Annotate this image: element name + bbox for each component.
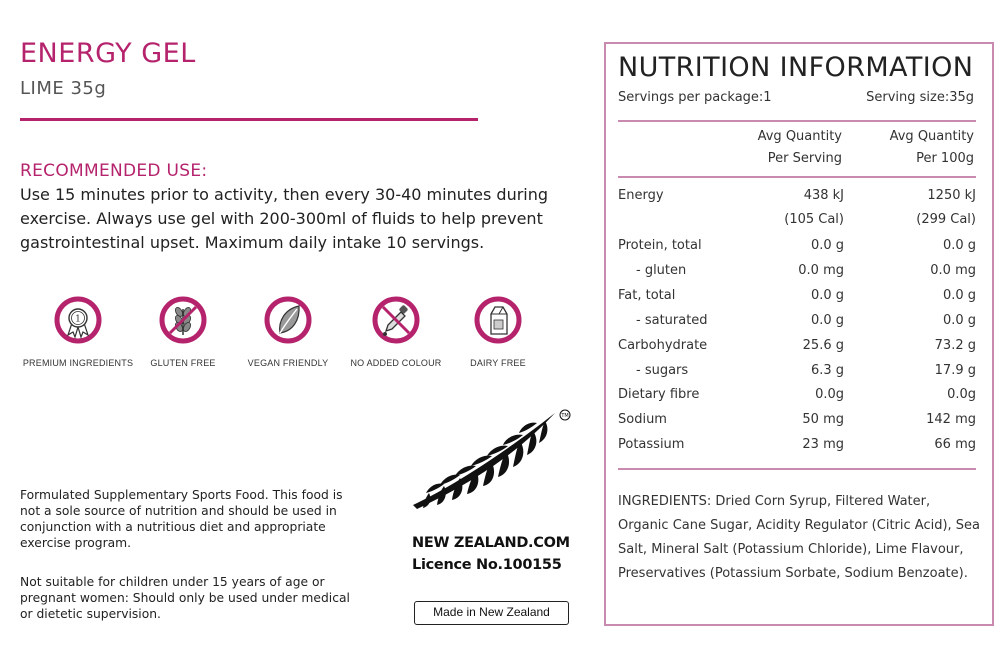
- made-in-badge: Made in New Zealand: [414, 601, 569, 625]
- nutrition-panel: [604, 42, 994, 626]
- per-serving-value: 50 mg: [802, 412, 844, 427]
- nz-licence-text: Licence No.100155: [412, 557, 562, 573]
- dropper-crossed-icon: [371, 295, 421, 345]
- per-serving-value: 25.6 g: [802, 338, 844, 353]
- trademark-mark: TM: [561, 413, 569, 419]
- nutrition-row: [618, 363, 976, 387]
- warning-text: Not suitable for children under 15 years of age or pregnant women: Should only be used under medical or dietetic supervision.: [20, 575, 350, 621]
- per-100g-value: 0.0 g: [942, 288, 976, 303]
- per-serving-value: 438 kJ: [803, 188, 844, 203]
- nutrition-row: [618, 412, 976, 436]
- per-100g-value: 1250 kJ: [927, 188, 976, 203]
- per-100g-value: 0.0 mg: [930, 263, 976, 278]
- badge-label: DAIRY FREE: [470, 358, 526, 368]
- badge-label: GLUTEN FREE: [150, 358, 216, 368]
- column-header-line: Per Serving: [767, 151, 842, 166]
- per-serving-value: 0.0 mg: [798, 263, 844, 278]
- per-serving-value: 23 mg: [802, 437, 844, 452]
- header-divider: [20, 118, 478, 121]
- per-serving-value: 0.0 g: [810, 313, 844, 328]
- nutrient-label: Energy: [618, 188, 664, 203]
- svg-text:1: 1: [75, 314, 81, 325]
- nutrition-row: [618, 188, 976, 212]
- nz-site-text: NEW ZEALAND.COM: [412, 535, 570, 551]
- nutrition-divider: [618, 468, 976, 470]
- per-100g-value: 142 mg: [926, 412, 976, 427]
- award-ribbon-icon: [53, 295, 103, 345]
- nutrient-label: Dietary fibre: [618, 387, 700, 402]
- nutrition-divider: [618, 176, 976, 178]
- badge-gluten-free: [123, 295, 243, 368]
- badge-row: [18, 295, 538, 370]
- nutrition-row: [618, 437, 976, 461]
- nutrient-label: Potassium: [618, 437, 685, 452]
- serving-size: Serving size:35g: [866, 90, 974, 105]
- nutrition-title: NUTRITION INFORMATION: [618, 52, 974, 83]
- ingredients-text: INGREDIENTS: Dried Corn Syrup, Filtered Water, Organic Cane Sugar, Acidity Regulator (Citric Acid), Sea Salt, Mineral Salt (Potassium Chloride), Lime Flavour, Preservatives (Potassium Sorbate, Sodium Benzoate).: [618, 494, 981, 581]
- servings-per-package: Servings per package:1: [618, 90, 772, 105]
- silver-fern-logo: [405, 405, 575, 535]
- column-header-line: Avg Quantity: [757, 129, 842, 144]
- wheat-crossed-icon: [158, 295, 208, 345]
- badge-label: PREMIUM INGREDIENTS: [22, 358, 134, 368]
- recommended-use-heading: RECOMMENDED USE:: [20, 161, 208, 181]
- disclaimer-text: Formulated Supplementary Sports Food. This food is not a sole source of nutrition and should be used in conjunction with a nutritious diet and appropriate exercise program.: [20, 488, 343, 550]
- per-100g-value: 66 mg: [934, 437, 976, 452]
- per-serving-value: (105 Cal): [784, 212, 844, 227]
- per-100g-value: (299 Cal): [916, 212, 976, 227]
- nutrition-row: [618, 338, 976, 362]
- per-100g-value: 73.2 g: [934, 338, 976, 353]
- column-header-per-serving: [758, 126, 842, 170]
- badge-premium-ingredients: [18, 295, 138, 368]
- per-serving-value: 0.0 g: [810, 288, 844, 303]
- column-header-line: Avg Quantity: [889, 129, 974, 144]
- nutrient-label: Carbohydrate: [618, 338, 708, 353]
- product-title: ENERGY GEL: [20, 38, 196, 69]
- product-subtitle: LIME 35g: [20, 78, 107, 99]
- badge-dairy-free: [438, 295, 558, 368]
- column-header-per-100g: [890, 126, 974, 170]
- nutrition-row: [618, 387, 976, 411]
- per-serving-value: 6.3 g: [810, 363, 844, 378]
- nutrient-label: Sodium: [618, 412, 667, 427]
- nutrient-label: Protein, total: [618, 238, 702, 253]
- nutrition-row: [618, 238, 976, 262]
- per-serving-value: 0.0 g: [810, 238, 844, 253]
- leaf-icon: [263, 295, 313, 345]
- nutrition-divider: [618, 120, 976, 122]
- nutrient-label: - sugars: [636, 363, 689, 378]
- badge-label: VEGAN FRIENDLY: [247, 358, 329, 368]
- nutrition-row: [618, 313, 976, 337]
- nutrition-row: [618, 288, 976, 312]
- milk-carton-icon: [473, 295, 523, 345]
- column-header-line: Per 100g: [916, 151, 974, 166]
- per-100g-value: 17.9 g: [934, 363, 976, 378]
- badge-vegan-friendly: [228, 295, 348, 368]
- nutrition-row: [618, 212, 976, 236]
- per-100g-value: 0.0 g: [942, 238, 976, 253]
- per-100g-value: 0.0 g: [942, 313, 976, 328]
- nutrient-label: - saturated: [636, 313, 708, 328]
- nutrition-row: [618, 263, 976, 287]
- nutrient-label: - gluten: [636, 263, 687, 278]
- nutrient-label: Fat, total: [618, 288, 676, 303]
- per-100g-value: 0.0g: [947, 387, 976, 402]
- badge-label: NO ADDED COLOUR: [350, 358, 442, 368]
- per-serving-value: 0.0g: [815, 387, 844, 402]
- recommended-use-text: Use 15 minutes prior to activity, then every 30-40 minutes during exercise. Always use gel with 200-300ml of fluids to help prevent gastrointestinal upset. Maximum daily intake 10 servings.: [20, 185, 549, 252]
